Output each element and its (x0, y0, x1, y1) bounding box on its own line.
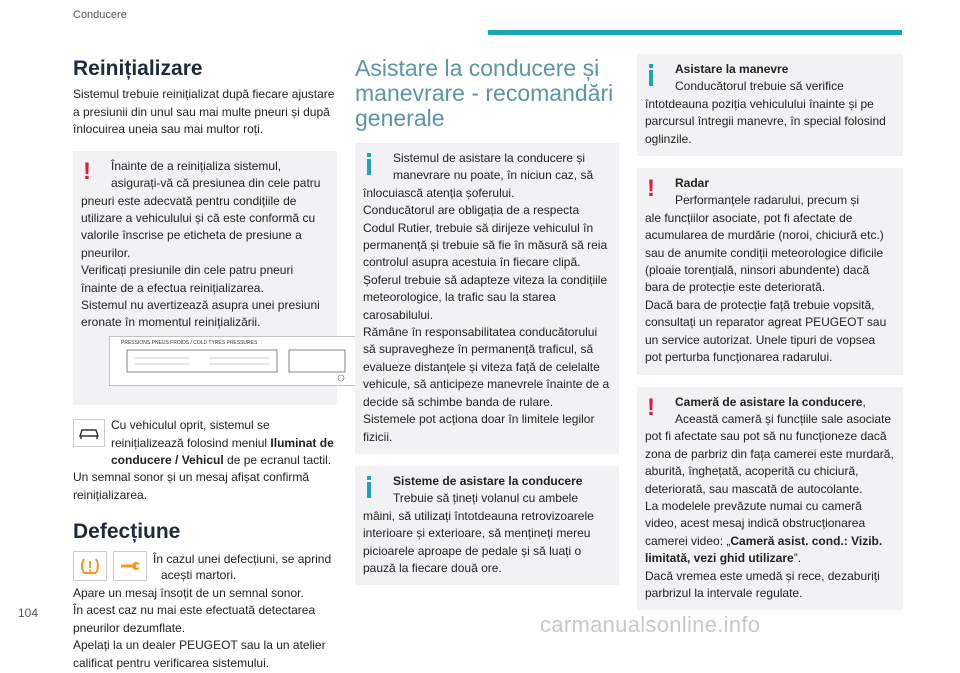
radar-title: Radar (675, 176, 710, 191)
radar-text: ale funcțiilor asociate, pot fi afectate de acumularea de murdărie (noroi, chiciură etc.) sau de anumite condiții meteorologice dificile (ploaie torențială, ninsori abundente) dacă bara de protecție este deteriorată. (645, 210, 884, 295)
maneuver-box (637, 54, 903, 156)
reset-warning-box (73, 151, 337, 405)
reset-note-menu: Iluminat de conducere / Vehicul (111, 435, 334, 468)
column-1 (73, 50, 337, 673)
fault-p3: Apelați la un dealer PEUGEOT sau la un atelier calificat pentru verificarea sistemului. (73, 638, 326, 671)
maneuver-title: Asistare la manevre (675, 62, 789, 76)
driving-systems-box (355, 466, 619, 585)
reset-note-text-a: Cu vehiculul oprit, sistemul se reinițializează folosind meniul (111, 418, 271, 450)
maneuver-text: întotdeauna poziția vehiculului înainte și pe parcursul întregii manevre, în special folosind oglinzile. (645, 96, 886, 146)
camera-title: Cameră de asistare la conducere (675, 394, 863, 409)
page-number: 104 (18, 606, 39, 620)
driving-systems-line1: Trebuie să țineți volanul cu ambele (393, 491, 578, 506)
reset-warning-p2: Verificați presiunile din cele patru pneuri înainte de a efectua reinițializarea. (81, 263, 294, 295)
assist-box-p4: Sistemele pot acționa doar în limitele legilor fizicii. (363, 412, 595, 444)
reset-text: Sistemul trebuie reinițializat după fiecare ajustare a presiunii din unul sau mai multe pneuri și după înlocuirea uneia sau mai multor roți. (73, 87, 335, 137)
info-icon (649, 64, 659, 86)
header-section-title: Conducere (73, 9, 127, 21)
camera-p2-b: ”. (793, 551, 802, 566)
car-icon (73, 419, 105, 447)
reset-heading: Reinițializare (73, 57, 203, 80)
camera-box (637, 387, 903, 611)
column-3 (637, 54, 903, 622)
camera-text: pot fi afectate sau pot să nu funcționeze dacă zona de parbriz din fața camerei este murdară, aburită, înghețată, acoperită cu chiciură, deteriorată, sau mascată de autocolante. (645, 429, 894, 496)
info-icon (367, 153, 377, 175)
maneuver-line1: Conducătorul trebuie să verifice (675, 79, 844, 94)
fault-line1: În cazul unei defecțiuni, se aprind (153, 551, 332, 566)
reset-warning-p3: Sistemul nu avertizează asupra unei presiuni eronate în momentul reinițializării. (81, 298, 320, 330)
reset-note-p2: Un semnal sonor și un mesaj afișat confirmă reinițializarea. (73, 470, 310, 503)
reset-note-text-b: de pe ecranul tactil. (223, 453, 332, 468)
reset-warning-line1: Înainte de a reinițializa sistemul, (111, 158, 282, 173)
warning-exclamation-icon: ! (647, 175, 655, 203)
assist-box-p2: Conducătorul are obligația de a respecta Codul Rutier, trebuie să dirijeze vehiculul în permanență și trebuie să fie în măsură să reia controlul asupra acestuia în fiecare clipă. Șoferul trebuie să adapteze viteza la condițiile meteorologice, la trafic sau la starea carosabilului. (363, 203, 608, 322)
watermark-text: carmanualsonline.info (540, 612, 761, 637)
fault-line2: acești martori. (161, 567, 237, 582)
info-icon (367, 476, 377, 498)
camera-p2-a: La modelele prevăzute numai cu cameră video, acest mesaj indică obstrucționarea camerei video: „ (645, 498, 866, 548)
tyre-pressure-label-image (109, 336, 359, 386)
camera-line1: Această cameră și funcțiile sale asociate (675, 411, 892, 426)
tyre-warning-icon (73, 551, 107, 581)
camera-title-comma: , (862, 394, 866, 409)
fault-warning-icons (73, 551, 337, 583)
header-accent-bar (488, 30, 902, 35)
camera-p3: Dacă vremea este umedă și rece, dezaburiți parbrizul la intervale regulate. (645, 568, 880, 600)
assist-info-box (355, 143, 619, 454)
tyre-label-caption: PRESSIONS PNEUS FROIDS / COLD TYRES PRESSURES (121, 339, 258, 346)
driving-systems-title: Sisteme de asistare la conducere (393, 473, 583, 488)
radar-p2: Dacă bara de protecție față trebuie vopsită, consultați un reparator agreat PEUGEOT sau un service autorizat. Unele tipuri de vopsea pot perturba funcționarea radarului. (645, 297, 887, 365)
warning-exclamation-icon: ! (83, 157, 91, 185)
fault-heading: Defecțiune (73, 519, 181, 543)
assist-box-text: manevrare nu poate, în niciun caz, să înlocuiască atenția șoferului. (363, 168, 594, 200)
reset-warning-text: asigurați-vă că presiunea din cele patru pneuri este adecvată pentru condițiile de utilizare a vehiculului și că este conformă cu valorile înscrise pe eticheta de presiune a pneurilor. (81, 176, 321, 260)
radar-box (637, 168, 903, 374)
fault-p1: Apare un mesaj însoțit de un semnal sonor. (73, 585, 304, 600)
assist-heading: Asistare la conducere și manevrare - recomandări generale (355, 55, 614, 131)
reset-note (73, 417, 337, 469)
driving-systems-text: mâini, să utilizați întotdeauna retrovizoarele interioare și exterioare, să mențineți mereu picioarele aproape de pedale și să luați o pauză la fiecare două ore. (363, 508, 594, 575)
assist-box-line1: Sistemul de asistare la conducere și (393, 151, 586, 165)
column-2 (355, 50, 619, 597)
warning-exclamation-icon: ! (647, 393, 655, 421)
radar-line1: Performanțele radarului, precum și (675, 193, 860, 208)
service-wrench-icon (113, 551, 147, 581)
assist-box-p3: Rămâne în responsabilitatea conducătorului să supravegheze în permanență traficul, să evalueze distanțele și viteza față de celelalte vehicule, să anticipeze manevrele înainte de a decide să schimbe banda de rulare. (363, 325, 610, 409)
camera-p2-message: Cameră asist. cond.: Vizib. limitată, vezi ghid utilizare (645, 533, 883, 566)
fault-p2: În acest caz nu mai este efectuată detectarea pneurilor dezumflate. (73, 603, 316, 635)
